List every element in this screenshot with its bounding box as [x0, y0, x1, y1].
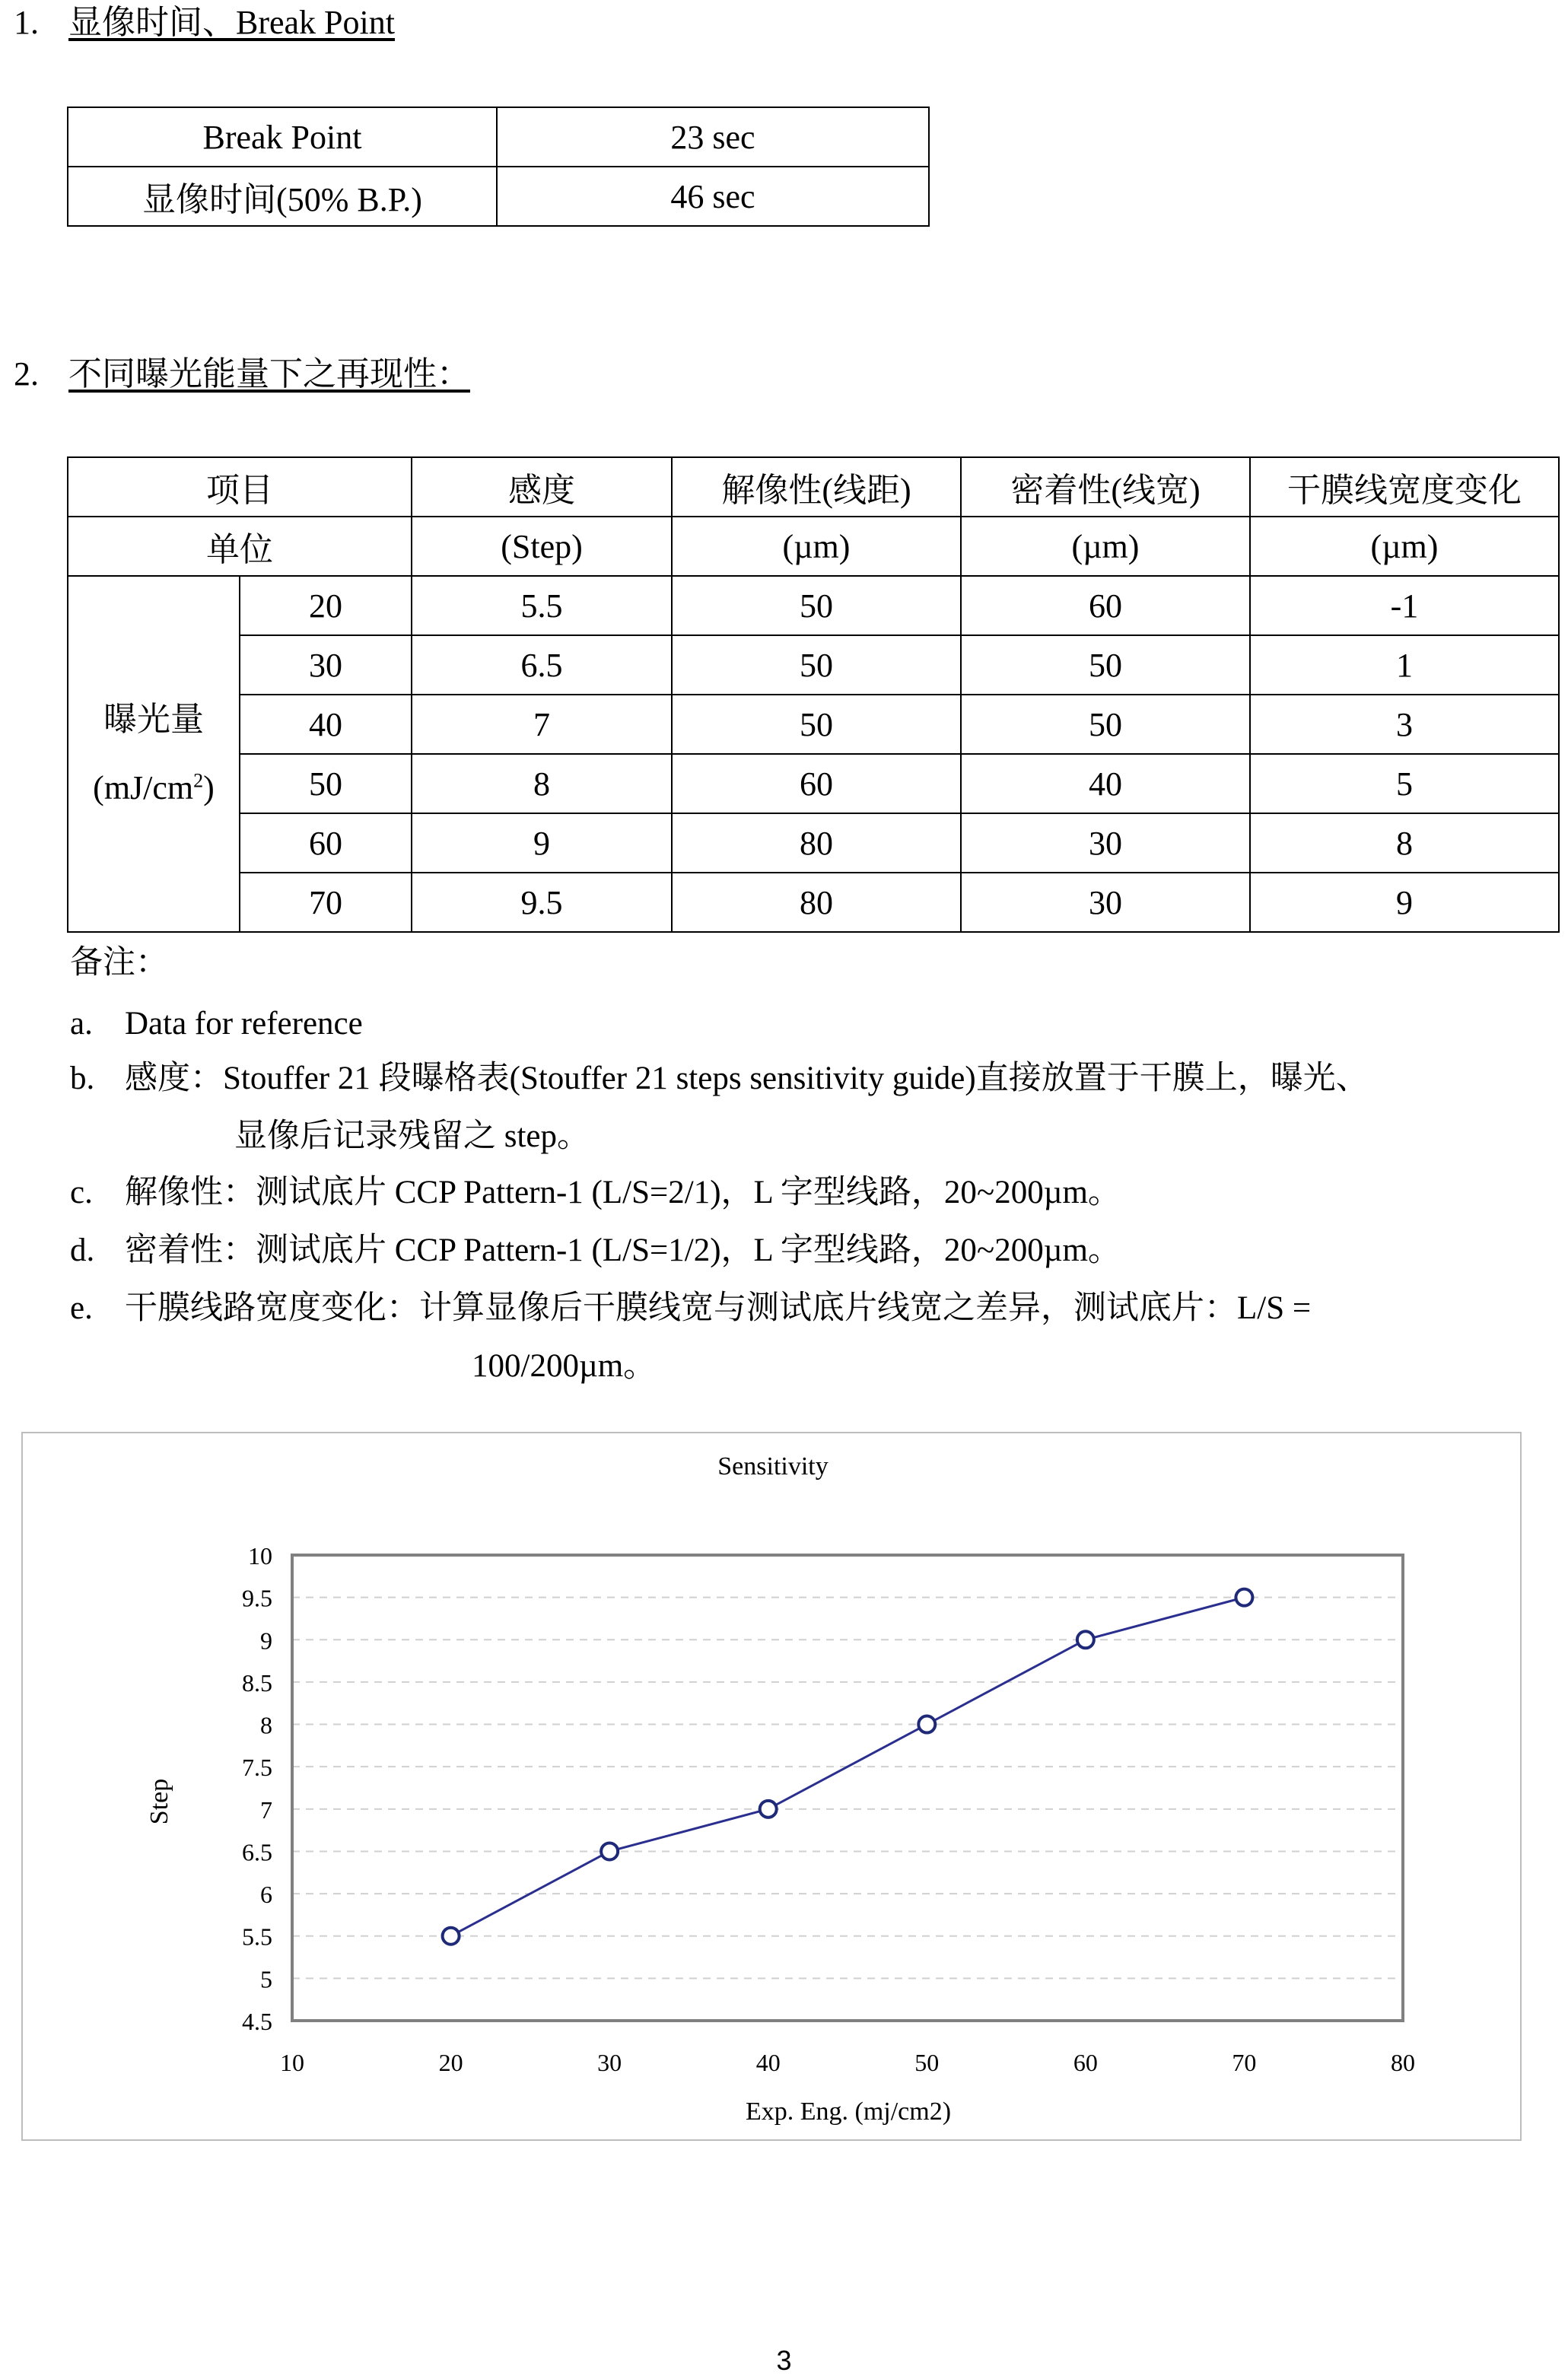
x-tick-label: 50: [914, 2049, 940, 2076]
section-2-heading: [14, 353, 470, 396]
y-axis-ticks: [242, 1542, 272, 2035]
table-row: [68, 813, 1559, 873]
x-tick-label: 20: [438, 2049, 463, 2076]
table-header-row: [68, 457, 1559, 517]
chart-canvas: [23, 1433, 1520, 2139]
exposure-table: [67, 456, 1560, 933]
y-tick-label: 7.5: [242, 1754, 272, 1782]
sensitivity-value: 6.5: [412, 635, 672, 695]
resolution-value: 60: [672, 754, 961, 813]
resolution-value: 50: [672, 635, 961, 695]
width-change-value: 8: [1250, 813, 1559, 873]
adhesion-value: 30: [961, 813, 1250, 873]
adhesion-value: 30: [961, 873, 1250, 932]
section-1-number: 1.: [14, 4, 39, 41]
adhesion-value: 60: [961, 576, 1250, 635]
header-sensitivity: 感度: [412, 457, 672, 517]
header-resolution: 解像性(线距): [672, 457, 961, 517]
note-b: b. 感度：Stouffer 21 段曝格表(Stouffer 21 steps sensitivity guide)直接放置于干膜上，曝光、 显像后记录残留之 step。: [70, 1061, 1369, 1154]
x-axis-ticks: [280, 2049, 1415, 2076]
note-c: c. 解像性：测试底片 CCP Pattern-1 (L/S=2/1)，L 字型线路，20~200µm。: [70, 1175, 1121, 1210]
sensitivity-value: 9.5: [412, 873, 672, 932]
y-tick-label: 6: [260, 1881, 272, 1909]
section-2-number: 2.: [14, 355, 39, 393]
y-tick-label: 10: [248, 1542, 272, 1570]
data-point: [760, 1801, 777, 1818]
y-tick-label: 8: [260, 1711, 272, 1739]
table-row: [68, 873, 1559, 932]
x-tick-label: 60: [1073, 2049, 1098, 2076]
chart-title: Sensitivity: [717, 1452, 829, 1481]
y-tick-label: 9: [260, 1627, 272, 1655]
note-a: a. Data for reference: [70, 1006, 363, 1042]
unit-um: (µm): [672, 517, 961, 576]
note-d: d. 密着性：测试底片 CCP Pattern-1 (L/S=1/2)，L 字型线路，20~200µm。: [70, 1232, 1121, 1268]
exposure-value: 50: [240, 754, 412, 813]
header-adhesion: 密着性(线宽): [961, 457, 1250, 517]
unit-um: (µm): [961, 517, 1250, 576]
adhesion-value: 40: [961, 754, 1250, 813]
y-axis-label: Step: [145, 1778, 173, 1825]
break-point-label: Break Point: [68, 107, 497, 167]
note-e: e. 干膜线路宽度变化：计算显像后干膜线宽与测试底片线宽之差异，测试底片：L/S = 100/200µm。: [70, 1290, 1312, 1384]
table-row: [68, 107, 929, 167]
y-tick-label: 7: [260, 1795, 272, 1824]
resolution-value: 80: [672, 873, 961, 932]
units-label: 单位: [68, 517, 412, 576]
y-tick-label: 5.5: [242, 1923, 272, 1951]
page-number: 3: [776, 2345, 792, 2376]
x-tick-label: 30: [597, 2049, 622, 2076]
unit-um: (µm): [1250, 517, 1559, 576]
header-width-change: 干膜线宽度变化: [1250, 457, 1559, 517]
y-tick-label: 5: [260, 1965, 272, 1993]
exposure-group-label: [68, 576, 240, 932]
notes-heading: 备注：: [70, 945, 168, 981]
break-point-value: 23 sec: [497, 107, 929, 167]
width-change-value: -1: [1250, 576, 1559, 635]
adhesion-value: 50: [961, 635, 1250, 695]
adhesion-value: 50: [961, 695, 1250, 754]
plot-area: [292, 1555, 1403, 2021]
data-point: [1236, 1589, 1252, 1606]
x-tick-label: 80: [1391, 2049, 1415, 2076]
x-axis-label: Exp. Eng. (mj/cm2): [745, 2098, 952, 2126]
y-tick-label: 8.5: [242, 1668, 272, 1697]
section-1-title: 显像时间、Break Point: [68, 4, 395, 41]
header-item: 项目: [68, 457, 412, 517]
y-tick-label: 4.5: [242, 2008, 272, 2035]
table-row: [68, 635, 1559, 695]
width-change-value: 5: [1250, 754, 1559, 813]
develop-time-label: 显像时间(50% B.P.): [68, 167, 497, 226]
break-point-table: [67, 107, 930, 227]
exposure-value: 30: [240, 635, 412, 695]
section-1-heading: [14, 2, 395, 44]
width-change-value: 1: [1250, 635, 1559, 695]
data-point: [601, 1843, 618, 1859]
sensitivity-chart: [21, 1432, 1522, 2141]
section-2-title: 不同曝光能量下之再现性：: [68, 355, 470, 393]
sensitivity-value: 5.5: [412, 576, 672, 635]
table-row: [68, 576, 1559, 635]
grid-lines: [292, 1598, 1403, 1979]
exposure-label: 曝光量: [103, 701, 204, 739]
table-row: [68, 167, 929, 226]
resolution-value: 50: [672, 576, 961, 635]
develop-time-value: 46 sec: [497, 167, 929, 226]
exposure-value: 40: [240, 695, 412, 754]
table-row: [68, 754, 1559, 813]
width-change-value: 3: [1250, 695, 1559, 754]
data-point: [443, 1928, 460, 1945]
y-tick-label: 9.5: [242, 1584, 272, 1612]
exposure-value: 60: [240, 813, 412, 873]
x-tick-label: 40: [755, 2049, 781, 2076]
exposure-unit: $(mJ/cm^2)$: [93, 768, 215, 806]
x-tick-label: 10: [280, 2049, 304, 2076]
width-change-value: 9: [1250, 873, 1559, 932]
table-row: [68, 695, 1559, 754]
table-units-row: [68, 517, 1559, 576]
unit-step: (Step): [412, 517, 672, 576]
resolution-value: 80: [672, 813, 961, 873]
resolution-value: 50: [672, 695, 961, 754]
y-tick-label: 6.5: [242, 1838, 272, 1866]
sensitivity-value: 9: [412, 813, 672, 873]
x-tick-label: 70: [1232, 2049, 1257, 2076]
sensitivity-value: 7: [412, 695, 672, 754]
data-point: [1077, 1631, 1094, 1648]
exposure-value: 20: [240, 576, 412, 635]
exposure-value: 70: [240, 873, 412, 932]
data-point: [918, 1716, 935, 1733]
sensitivity-value: 8: [412, 754, 672, 813]
